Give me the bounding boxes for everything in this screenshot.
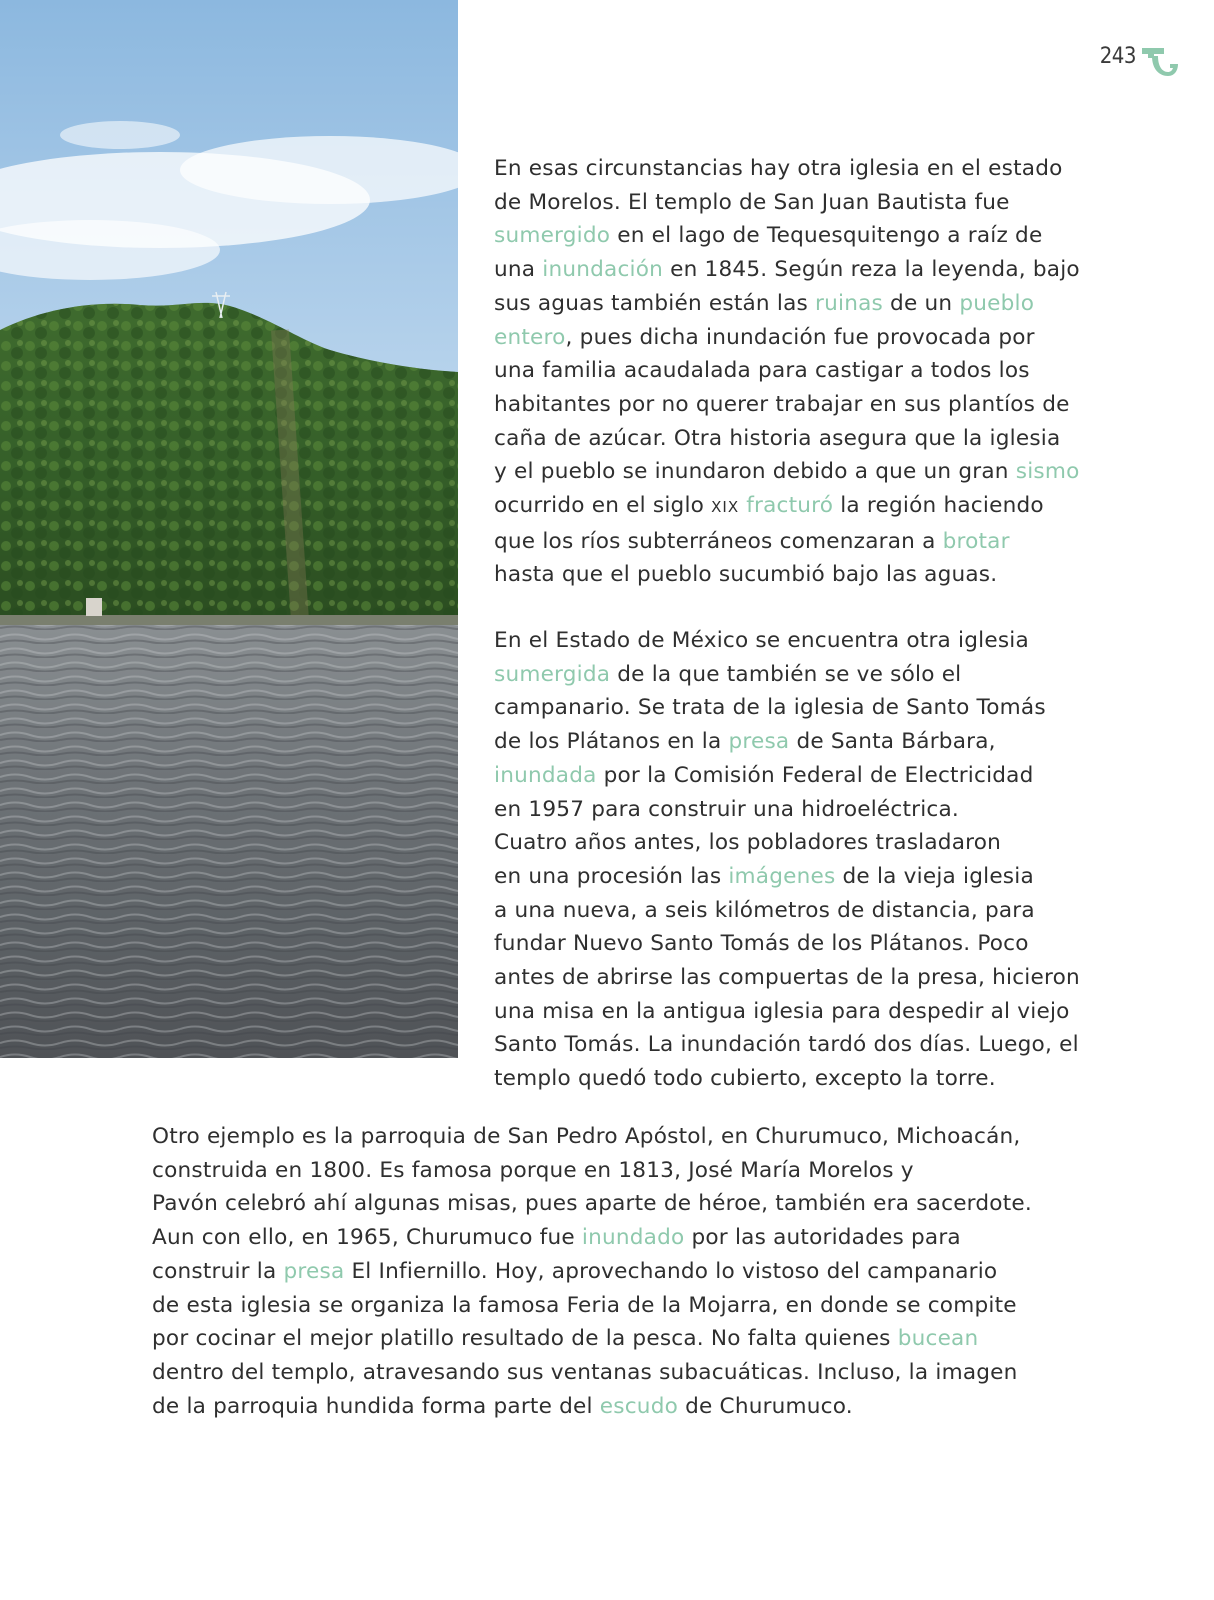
text-segment: de esta iglesia se organiza la famosa Feria de la Mojarra, en donde se compite: [152, 1292, 1017, 1318]
text-segment: en una procesión las: [494, 863, 729, 889]
roman-numeral: XIX: [711, 498, 740, 517]
text-segment: En el Estado de México se encuentra otra iglesia: [494, 628, 1029, 653]
text-segment: en 1957 para construir una hidroeléctrica.: [494, 796, 959, 822]
text-line: [494, 725, 1174, 759]
text-segment: de la parroquia hundida forma parte del: [152, 1393, 600, 1419]
text-line: [494, 489, 1174, 525]
highlighted-term: fracturó: [746, 493, 834, 519]
text-line: [494, 759, 1174, 793]
text-segment: por cocinar el mejor platillo resultado de la pesca. No falta quienes: [152, 1326, 898, 1352]
text-segment: hasta que el pueblo sucumbió bajo las aguas.: [494, 562, 998, 588]
text-segment: habitantes por no querer trabajar en sus plantíos de: [494, 391, 1070, 417]
text-segment: de Churumuco.: [678, 1393, 853, 1419]
text-line: [152, 1289, 1152, 1323]
lake-with-hills-photo-icon: [0, 0, 458, 1058]
text-line: [152, 1154, 1152, 1188]
text-segment: sus aguas también están las: [494, 290, 816, 316]
text-segment: de la vieja iglesia: [835, 863, 1034, 889]
text-segment: una familia acaudalada para castigar a todos los: [494, 358, 1030, 384]
text-segment: fundar Nuevo Santo Tomás de los Plátanos. Poco: [494, 931, 1029, 957]
text-segment: en el lago de Tequesquitengo a raíz de: [610, 223, 1043, 249]
highlighted-term: entero: [494, 324, 566, 350]
text-line: [494, 388, 1174, 422]
highlighted-term: escudo: [599, 1393, 679, 1419]
highlighted-term: inundación: [542, 257, 664, 283]
highlighted-term: ruinas: [815, 290, 883, 316]
text-segment: construir la: [152, 1258, 284, 1284]
text-segment: de Morelos. El templo de San Juan Bautista fue: [494, 189, 1010, 215]
text-line: [494, 558, 1174, 592]
text-segment: en 1845. Según reza la leyenda, bajo: [663, 257, 1080, 283]
text-line: [494, 321, 1174, 355]
text-line: [494, 219, 1174, 253]
text-line: [152, 1322, 1152, 1356]
text-segment: construida en 1800. Es famosa porque en 1813, José María Morelos y: [152, 1157, 914, 1183]
highlighted-term: brotar: [942, 528, 1010, 554]
text-segment: una misa en la antigua iglesia para despedir al viejo: [494, 998, 1070, 1024]
page-number: 243: [1099, 44, 1136, 69]
text-line: [494, 860, 1174, 894]
paragraph-estado-de-mexico: [494, 624, 1174, 1096]
text-line: [494, 826, 1174, 860]
highlighted-term: sismo: [1015, 459, 1080, 485]
text-segment: por la Comisión Federal de Electricidad: [596, 762, 1034, 788]
text-segment: templo quedó todo cubierto, excepto la torre.: [494, 1066, 996, 1092]
text-line: [494, 422, 1174, 456]
text-segment: de un: [882, 290, 960, 316]
text-line: [494, 525, 1174, 559]
text-line: [494, 995, 1174, 1029]
text-line: [494, 455, 1174, 489]
text-line: [494, 894, 1174, 928]
text-line: [152, 1255, 1152, 1289]
text-segment: , pues dicha inundación fue provocada por: [565, 324, 1035, 350]
highlighted-term: presa: [283, 1258, 345, 1284]
highlighted-term: presa: [728, 729, 790, 755]
text-segment: campanario. Se trata de la iglesia de Santo Tomás: [494, 695, 1046, 721]
highlighted-term: sumergido: [494, 223, 611, 249]
text-line: [494, 927, 1174, 961]
text-segment: una: [494, 257, 543, 283]
text-line: [152, 1120, 1152, 1154]
highlighted-term: inundado: [581, 1225, 685, 1251]
text-segment: la región haciendo: [833, 493, 1044, 519]
text-segment: ocurrido en el siglo: [494, 493, 712, 519]
text-line: [152, 1221, 1152, 1255]
text-segment: caña de azúcar. Otra historia asegura que la iglesia: [494, 425, 1061, 451]
text-segment: En esas circunstancias hay otra iglesia en el estado: [494, 156, 1063, 181]
lake-photo: [0, 0, 458, 1058]
text-segment: a una nueva, a seis kilómetros de distancia, para: [494, 897, 1035, 923]
highlighted-term: bucean: [897, 1326, 979, 1352]
text-line: [494, 1028, 1174, 1062]
paragraph-morelos: [494, 152, 1174, 592]
text-line: [494, 253, 1174, 287]
text-segment: y el pueblo se inundaron debido a que un gran: [494, 459, 1016, 485]
text-line: [152, 1356, 1152, 1390]
text-segment: Aun con ello, en 1965, Churumuco fue: [152, 1225, 582, 1251]
text-segment: antes de abrirse las compuertas de la presa, hicieron: [494, 965, 1080, 991]
highlighted-term: inundada: [494, 762, 597, 788]
text-line: [494, 287, 1174, 321]
text-segment: Otro ejemplo es la parroquia de San Pedro Apóstol, en Churumuco, Michoacán,: [152, 1124, 1021, 1149]
text-line: [494, 1062, 1174, 1096]
text-line: [494, 658, 1174, 692]
tg-logo-icon: [1140, 44, 1180, 78]
text-segment: por las autoridades para: [684, 1225, 961, 1251]
text-segment: de la que también se ve sólo el: [610, 661, 962, 687]
text-line: [494, 624, 1174, 658]
text-line: [494, 691, 1174, 725]
text-line: [494, 793, 1174, 827]
text-line: [494, 152, 1174, 186]
paragraph-churumuco: [152, 1120, 1152, 1423]
highlighted-term: sumergida: [494, 661, 611, 687]
text-segment: El Infiernillo. Hoy, aprovechando lo vistoso del campanario: [344, 1258, 998, 1284]
text-line: [494, 354, 1174, 388]
text-line: [494, 186, 1174, 220]
text-line: [494, 961, 1174, 995]
highlighted-term: imágenes: [728, 863, 836, 889]
text-segment: de Santa Bárbara,: [789, 729, 996, 755]
highlighted-term: pueblo: [959, 290, 1035, 316]
text-line: [152, 1390, 1152, 1424]
text-segment: Santo Tomás. La inundación tardó dos días. Luego, el: [494, 1032, 1079, 1058]
text-segment: Cuatro años antes, los pobladores trasladaron: [494, 830, 1002, 856]
text-segment: Pavón celebró ahí algunas misas, pues aparte de héroe, también era sacerdote.: [152, 1191, 1032, 1217]
text-segment: de los Plátanos en la: [494, 729, 729, 755]
text-segment: que los ríos subterráneos comenzaran a: [494, 528, 943, 554]
text-segment: dentro del templo, atravesando sus ventanas subacuáticas. Incluso, la imagen: [152, 1359, 1018, 1385]
text-line: [152, 1187, 1152, 1221]
